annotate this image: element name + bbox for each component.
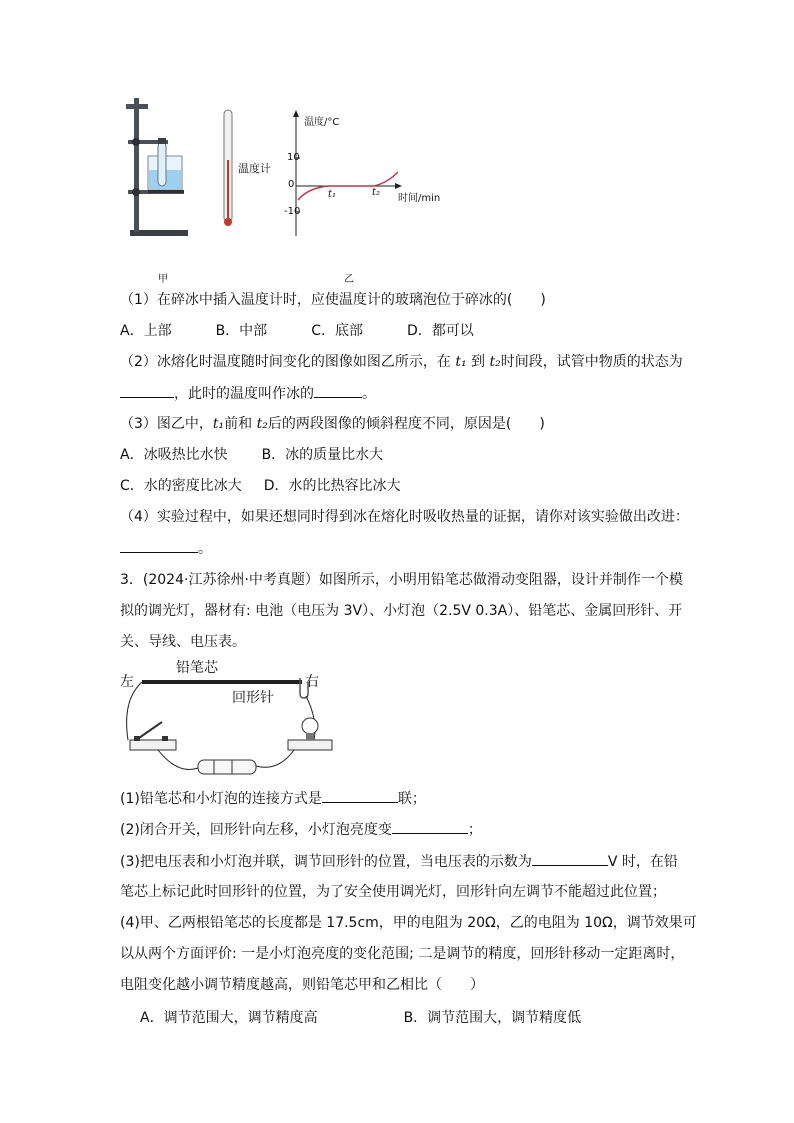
q3-options-row1 [120,445,383,465]
q2-t1: t₁ [455,354,467,370]
switch-illustration [130,722,176,750]
p3-s3-line2: 笔芯上标记此时回形针的位置，为了安全使用调光灯，回形针向左调节不能超过此位置； [120,884,666,900]
q1-option-c: C．底部 [311,323,363,339]
q1-option-d: D．都可以 [406,323,474,339]
q4-stem: （4）实验过程中，如果还想同时得到冰在熔化时吸收热量的证据，请你对该实验做出改进： [120,509,689,525]
p3-line3: 关、导线、电压表。 [120,634,246,650]
lamp-illustration [288,718,332,750]
p3-s1: (1)铅笔芯和小灯泡的连接方式是 联； [120,788,426,809]
p3-s4-line3: 电阻变化越小调节精度越高，则铅笔芯甲和乙相比（ ） [120,977,484,993]
p3-s2-blank[interactable] [392,819,468,834]
q2-blank-name[interactable] [314,383,362,398]
p3-s3-blank[interactable] [532,851,608,866]
thermometer-illustration [224,110,232,226]
circuit-label-right: 右 [305,674,319,690]
graph-tick-0: 0 [288,179,295,190]
circuit-label-left: 左 [120,674,134,690]
pencil-lead-illustration [142,680,302,684]
thermometer-label: 温度计 [238,162,271,175]
graph-tick-minus10: -10 [284,206,301,217]
q1-option-b: B．中部 [215,323,268,339]
circuit-label-pencil: 铅笔芯 [176,660,218,676]
p3-s4-line1: (4)甲、乙两根铅笔芯的长度都是 17.5cm，甲的电阻为 20Ω，乙的电阻为 10Ω，调节效果可 [120,915,697,931]
graph-t2-label: t₂ [372,187,381,198]
q4-answer-line: 。 [120,538,212,559]
q3-option-d: D．水的比热容比冰大 [263,478,401,494]
graph-tick-10: 10 [287,152,300,163]
q3-options-row2 [120,476,401,496]
p3-s3-line1: (3)把电压表和小灯泡并联，调节回形针的位置，当电压表的示数为 V 时，在铅 [120,851,678,872]
q3-option-c: C．水的密度比冰大 [120,478,242,494]
p3-s4-option-b: B．调节范围大，调节精度低 [403,1010,582,1026]
q3-option-a: A．冰吸热比水快 [120,447,228,463]
graph-y-axis-label: 温度/°C [304,117,340,128]
graph-t1-label: t₁ [328,189,337,200]
q1-option-a: A．上部 [120,323,172,339]
figure-label-yi: 乙 [344,274,354,285]
p3-line2: 拟的调光灯，器材有: 电池（电压为 3V）、小灯泡（2.5V 0.3A）、铅笔芯、金属回形针、开 [120,603,683,619]
q1-options [120,321,474,341]
graph-x-axis-label: 时间/min [398,193,441,204]
q1-stem: （1）在碎冰中插入温度计时，应使温度计的玻璃泡位于碎冰的( ) [120,292,546,308]
battery-illustration [198,760,256,774]
q2-blank-state[interactable] [120,383,174,398]
p3-s2: (2)闭合开关，回形针向左移，小灯泡亮度变 ； [120,819,482,840]
p3-s4-options [140,1008,581,1028]
iron-stand-illustration [126,98,188,236]
q2-line2: ，此时的温度叫作冰的 。 [120,383,376,404]
q3-stem: （3）图乙中，t₁前和 t₂后的两段图像的倾斜程度不同，原因是( ) [120,416,545,432]
p3-s4-option-a: A．调节范围大，调节精度高 [140,1010,318,1026]
circuit-label-clip: 回形针 [232,690,274,706]
p3-line1: 3．(2024·江苏徐州·中考真题）如图所示，小明用铅笔芯做滑动变阻器，设计并制作一个模 [120,572,683,588]
q3-t2: t₂ [256,416,268,432]
q2-line1: （2）冰熔化时温度随时间变化的图像如图乙所示，在 t₁ 到 t₂时间段，试管中物质的状态为 [120,354,683,370]
p3-s4-line2: 以从两个方面评价: 一是小灯泡亮度的变化范围; 二是调节的精度，回形针移动一定距离时， [120,946,685,962]
q3-option-b: B．冰的质量比水大 [261,447,384,463]
q3-t1: t₁ [212,416,225,432]
q2-t2: t₂ [489,354,501,370]
q4-blank[interactable] [120,538,198,553]
p3-s1-blank[interactable] [322,788,398,803]
figure-label-jia: 甲 [158,274,168,285]
